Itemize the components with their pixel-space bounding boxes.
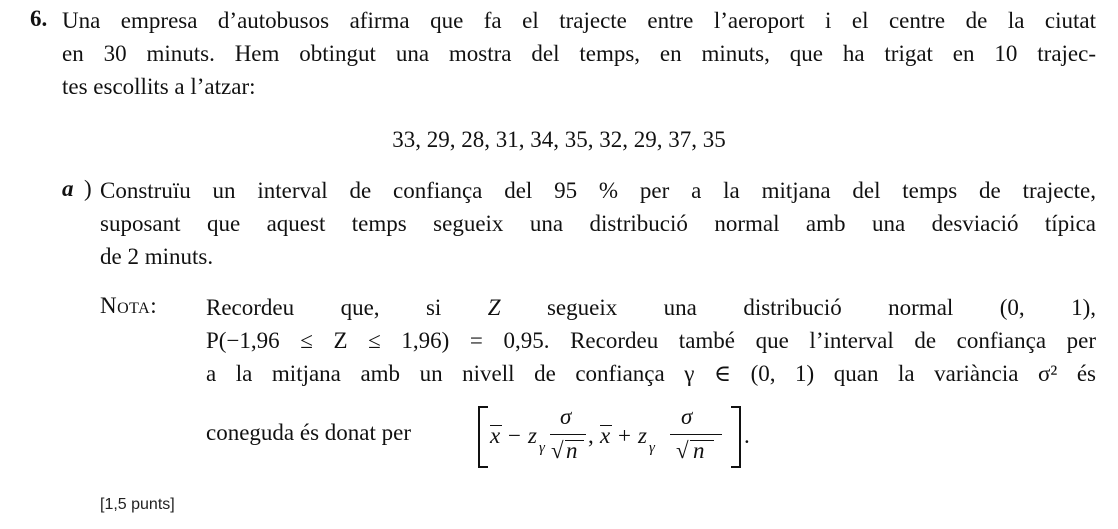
plus-sign: + — [618, 423, 631, 448]
note-line-2: P(−1,96 ≤ Z ≤ 1,96) = 0,95. Recordeu també que l’interval de confiança per — [206, 328, 1096, 353]
points-label: [1,5 punts] — [100, 496, 175, 513]
note-line-1-b: segueix una distribució normal (0, 1), — [500, 295, 1096, 320]
intro-line-3: tes escollits a l’atzar: — [62, 74, 256, 99]
part-a-line-1: Construïu un interval de confiança del 95 % per a la mitjana del temps de trajecte, — [100, 178, 1096, 203]
period: . — [744, 423, 750, 448]
part-a-paren: ) — [84, 176, 92, 201]
problem-number: 6. — [30, 6, 48, 31]
sigma-1: σ — [560, 404, 572, 429]
sqrt-1: √ — [551, 438, 564, 463]
n-2: n — [693, 438, 705, 463]
z-1: z — [528, 423, 537, 448]
intro-line-2: en 30 minuts. Hem obtingut una mostra del temps, en minuts, que ha trigat en 10 trajec- — [62, 41, 1096, 66]
minus-sign: − — [508, 423, 521, 448]
note-line-3: a la mitjana amb un nivell de confiança γ ∈ (0, 1) quan la variància σ² és — [206, 361, 1096, 386]
part-a-line-2: suposant que aquest temps segueix una distribució normal amb una desviació típica — [100, 211, 1096, 236]
comma: , — [588, 423, 594, 448]
note-label: Nota: — [100, 293, 158, 318]
note-line-4: coneguda és donat per — [206, 420, 412, 445]
right-bracket — [731, 406, 741, 468]
xbar-1: x — [490, 423, 501, 448]
xbar-2: x — [600, 423, 611, 448]
sqrt-2: √ — [676, 438, 689, 463]
fraction-bar-2 — [670, 434, 722, 435]
z-2: z — [638, 423, 647, 448]
fraction-bar-1 — [550, 434, 586, 435]
xbar-1-overline — [490, 425, 502, 426]
note-line-1 — [206, 293, 1096, 323]
left-bracket — [478, 406, 488, 468]
part-a-line-3: de 2 minuts. — [100, 244, 214, 269]
xbar-2-overline — [600, 425, 612, 426]
gamma-sub-1: γ — [539, 440, 545, 456]
sample-data: 33, 29, 28, 31, 34, 35, 32, 29, 37, 35 — [392, 127, 726, 152]
note-line-1-a: Recordeu que, si — [206, 295, 488, 320]
n-1: n — [566, 438, 578, 463]
note-variable-z: Z — [487, 295, 501, 320]
part-a-label: a — [62, 176, 74, 201]
intro-line-1: Una empresa d’autobusos afirma que fa el trajecte entre l’aeroport i el centre de la ciutat — [62, 8, 1096, 33]
sigma-2: σ — [681, 404, 693, 429]
gamma-sub-2: γ — [649, 440, 655, 456]
